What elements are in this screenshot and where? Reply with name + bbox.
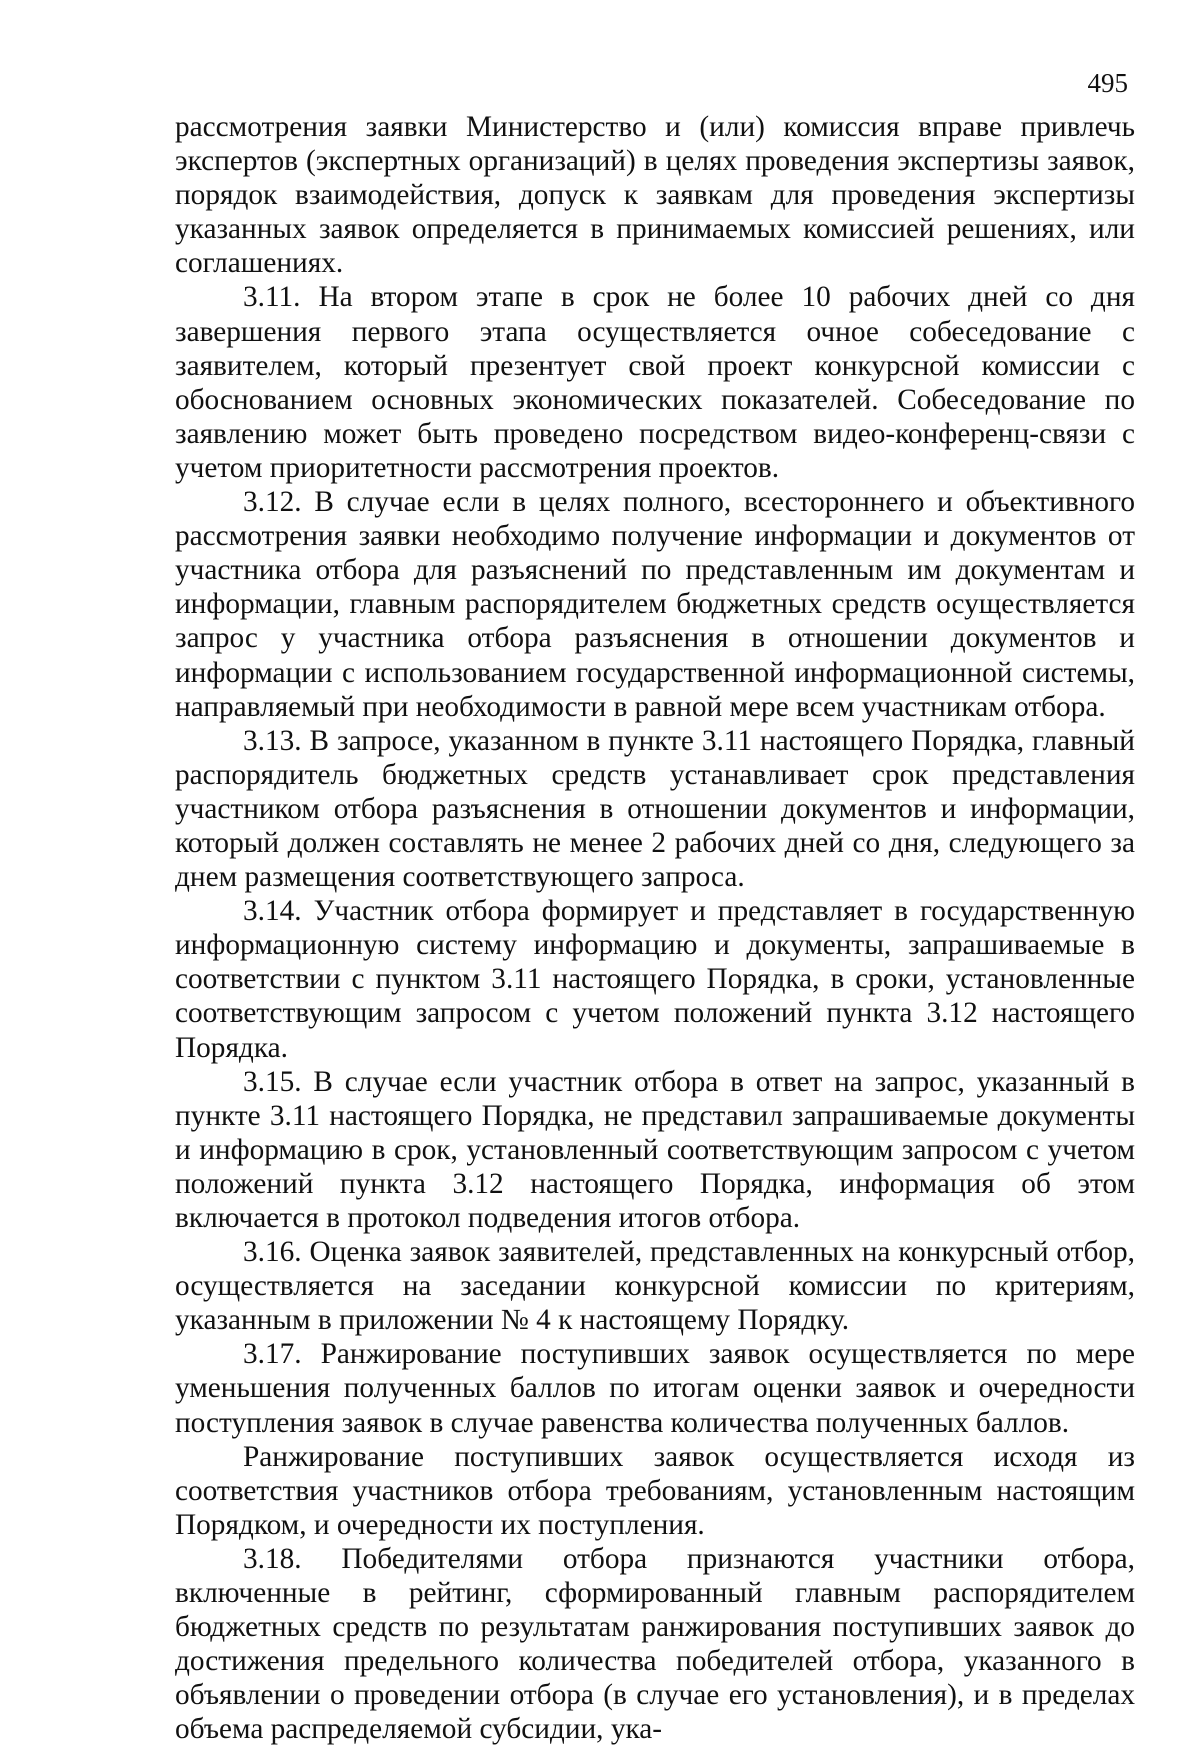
paragraph-3-13: 3.13. В запросе, указанном в пункте 3.11 настоящего Порядка, главный распорядитель бюджетных средств устанавливает срок представления участником отбора разъяснения в отношении документов и информации, который должен составлять не менее 2 рабочих дней со дня, следующего за днем размещения соответствующего запроса.: [175, 724, 1135, 894]
paragraph-3-12: 3.12. В случае если в целях полного, всестороннего и объективного рассмотрения заявки необходимо получение информации и документов от участника отбора для разъяснений по представленным им документам и информации, главным распорядителем бюджетных средств осуществляется запрос у участника отбора разъяснения в отношении документов и информации с использованием государственной информационной системы, направляемый при необходимости в равной мере всем участникам отбора.: [175, 486, 1135, 723]
paragraph-3-14: 3.14. Участник отбора формирует и представляет в государственную информационную систему информацию и документы, запрашиваемые в соответствии с пунктом 3.11 настоящего Порядка, в сроки, установленные соответствующим запросом с учетом положений пункта 3.12 настоящего Порядка.: [175, 895, 1135, 1064]
paragraph-3-15: 3.15. В случае если участник отбора в ответ на запрос, указанный в пункте 3.11 настоящего Порядка, не представил запрашиваемые документы и информацию в срок, установленный соответствующим запросом с учетом положений пункта 3.12 настоящего Порядка, информация об этом включается в протокол подведения итогов отбора.: [175, 1065, 1135, 1234]
paragraph-3-18: 3.18. Победителями отбора признаются участники отбора, включенные в рейтинг, сформированный главным распорядителем бюджетных средств по результатам ранжирования поступивших заявок до достижения предельного количества победителей отбора, указанного в объявлении о проведении отбора (в случае его установления), и в пределах объема распределяемой субсидии, ука-: [175, 1542, 1135, 1746]
paragraph-3-17: 3.17. Ранжирование поступивших заявок осуществляется по мере уменьшения полученных баллов по итогам оценки заявок и очередности поступления заявок в случае равенства количества полученных баллов.: [175, 1338, 1135, 1439]
document-body: [175, 110, 1135, 1747]
paragraph-3-17-ranking: Ранжирование поступивших заявок осуществляется исходя из соответствия участников отбора требованиям, установленным настоящим Порядком, и очередности их поступления.: [175, 1440, 1135, 1541]
page-number: 495: [1087, 68, 1128, 98]
paragraph-3-16: 3.16. Оценка заявок заявителей, представленных на конкурсный отбор, осуществляется на заседании конкурсной комиссии по критериям, указанным в приложении № 4 к настоящему Порядку.: [175, 1236, 1135, 1337]
paragraph-3-11: 3.11. На втором этапе в срок не более 10 рабочих дней со дня завершения первого этапа осуществляется очное собеседование с заявителем, который презентует свой проект конкурсной комиссии с обоснованием основных экономических показателей. Собеседование по заявлению может быть проведено посредством видео-конференц-связи с учетом приоритетности рассмотрения проектов.: [175, 281, 1135, 484]
paragraph-continuation: рассмотрения заявки Министерство и (или) комиссия вправе привлечь экспертов (экспертных организаций) в целях проведения экспертизы заявок, порядок взаимодействия, допуск к заявкам для проведения экспертизы указанных заявок определяется в принимаемых комиссией решениях, или соглашениях.: [175, 111, 1135, 280]
